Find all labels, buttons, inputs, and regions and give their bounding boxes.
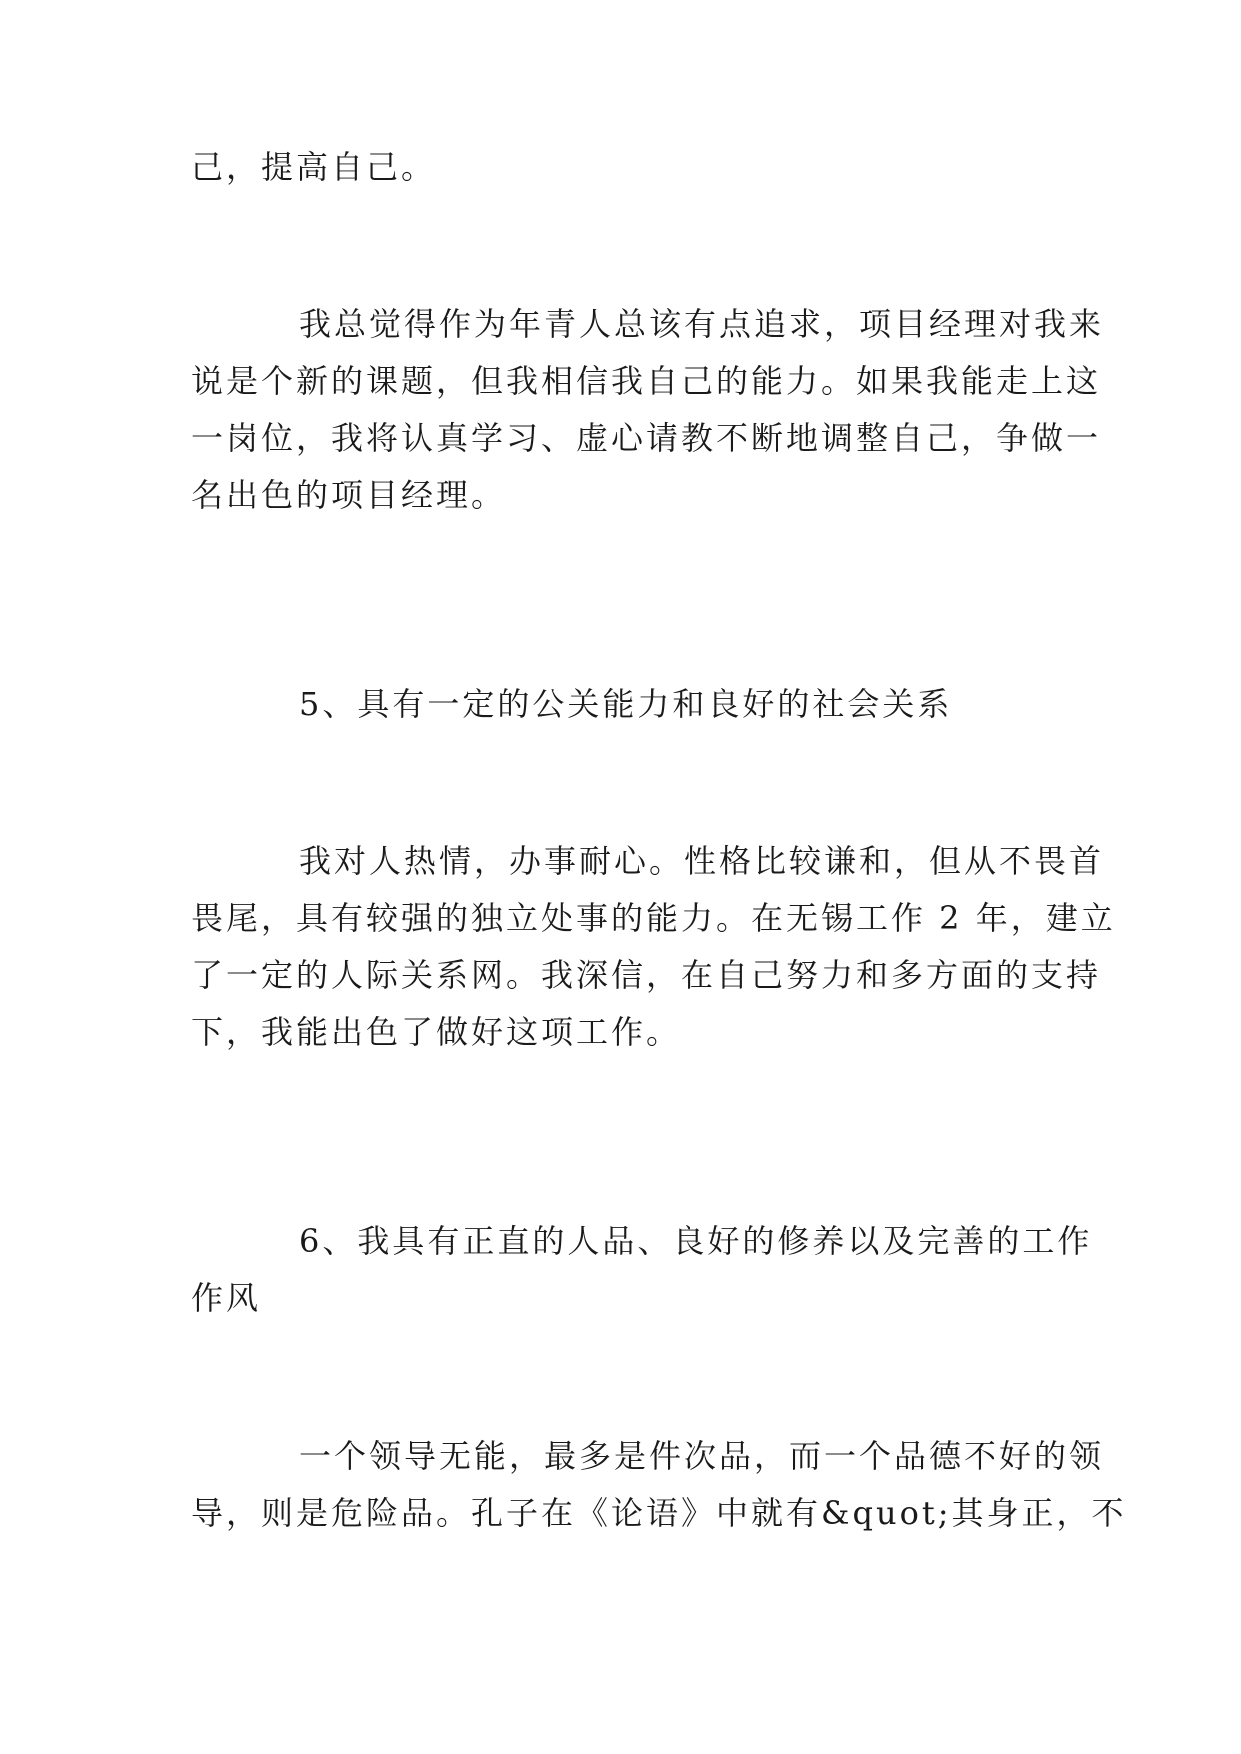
paragraph-6-line-1: 一个领导无能，最多是件次品，而一个品德不好的领 xyxy=(299,1437,1105,1475)
paragraph-4-line-1: 我对人热情，办事耐心。性格比较谦和，但从不畏首 xyxy=(299,842,1105,880)
section-6-heading-line-1: 6、我具有正直的人品、良好的修养以及完善的工作 xyxy=(299,1222,1093,1260)
paragraph-2-line-2: 说是个新的课题，但我相信我自己的能力。如果我能走上这 xyxy=(191,362,1102,400)
paragraph-2-line-4: 名出色的项目经理。 xyxy=(191,476,507,514)
paragraph-2-line-3: 一岗位，我将认真学习、虚心请教不断地调整自己，争做一 xyxy=(191,419,1102,457)
paragraph-4-line-4: 下，我能出色了做好这项工作。 xyxy=(191,1013,682,1051)
paragraph-4-line-3: 了一定的人际关系网。我深信，在自己努力和多方面的支持 xyxy=(191,956,1102,994)
section-6-heading-line-2: 作风 xyxy=(191,1279,262,1317)
paragraph-2-line-1: 我总觉得作为年青人总该有点追求，项目经理对我来 xyxy=(299,305,1105,343)
paragraph-1-line-1: 己，提高自己。 xyxy=(191,148,437,186)
paragraph-6-line-2: 导，则是危险品。孔子在《论语》中就有&quot;其身正，不 xyxy=(191,1494,1127,1532)
section-5-heading: 5、具有一定的公关能力和良好的社会关系 xyxy=(299,685,953,723)
paragraph-4-line-2: 畏尾，具有较强的独立处事的能力。在无锡工作 2 年，建立 xyxy=(191,899,1116,937)
